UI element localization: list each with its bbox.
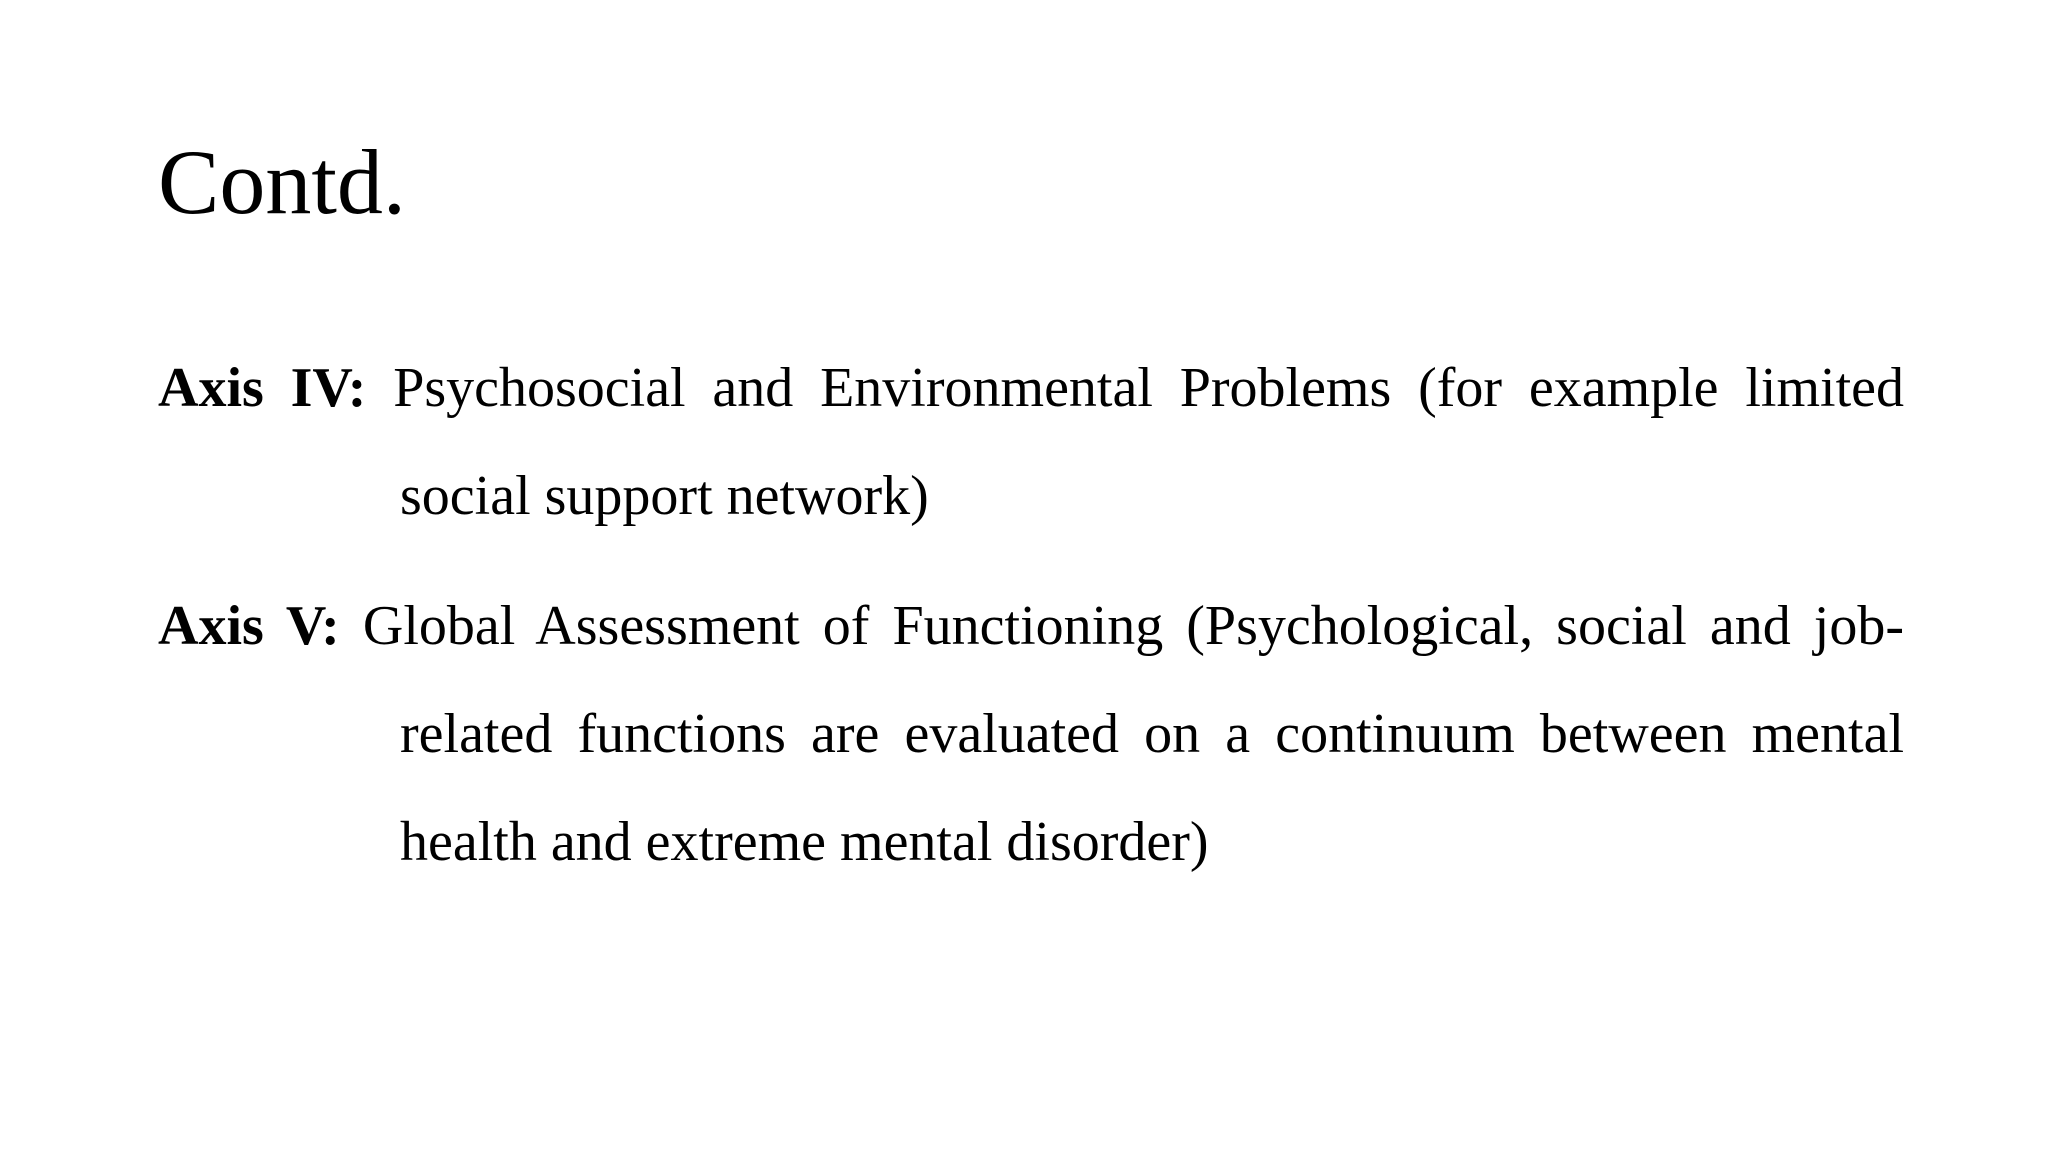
axis-iv-text: Psychosocial and Environmental Problems (for example limited social support network) bbox=[393, 357, 1905, 527]
slide-body bbox=[158, 334, 1904, 918]
axis-v-item bbox=[158, 572, 1904, 896]
axis-iv-item bbox=[158, 334, 1904, 550]
axis-v-label: Axis V: bbox=[158, 595, 340, 657]
axis-iv-label: Axis IV: bbox=[158, 357, 367, 419]
axis-v-text: Global Assessment of Functioning (Psychological, social and job-related functions are evaluated on a continuum between mental health and extreme mental disorder) bbox=[362, 595, 1905, 873]
slide-title: Contd. bbox=[158, 131, 406, 233]
